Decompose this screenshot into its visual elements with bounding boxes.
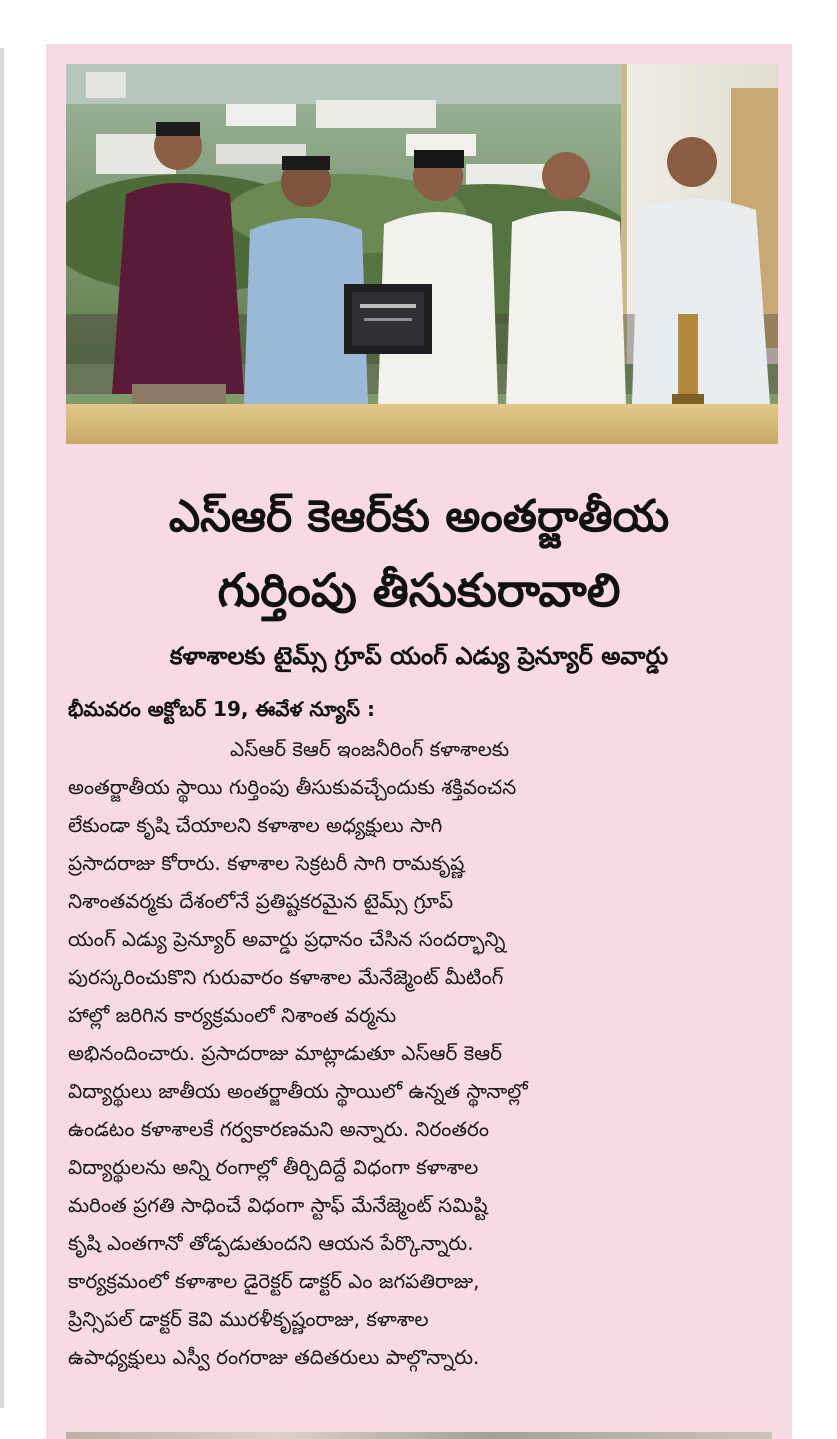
body-line: మరింత ప్రగతి సాధించే విధంగా స్టాఫ్ మేనేజ్మెంట్ సమిష్టి [68, 1193, 488, 1217]
page-edge-rule [0, 48, 4, 1408]
body-line: కార్యక్రమంలో కళాశాల డైరెక్టర్ డాక్టర్ ఎం జగపతిరాజు, [68, 1269, 480, 1293]
award-ceremony-photo [66, 64, 778, 444]
body-line: లేకుండా కృషి చేయాలని కళాశాల అధ్యక్షులు సాగి [68, 813, 443, 837]
body-line: విద్యార్థులు జాతీయ అంతర్జాతీయ స్థాయిలో ఉన్నత స్థానాల్లో [68, 1079, 528, 1103]
body-line: ఉపాధ్యక్షులు ఎస్వీ రంగరాజు తదితరులు పాల్గొన్నారు. [68, 1345, 480, 1369]
article-body [68, 730, 774, 1376]
body-line: కృషి ఎంతగానో తోడ్పడుతుందని ఆయన పేర్కొన్నారు. [68, 1231, 474, 1255]
body-line: హాల్లో జరిగిన కార్యక్రమంలో నిశాంత వర్మను [68, 1003, 397, 1027]
body-line: విద్యార్థులను అన్ని రంగాల్లో తీర్చిదిద్దే విధంగా కళాశాల [68, 1155, 479, 1179]
next-photo-edge [66, 1432, 772, 1439]
body-line: ప్రిన్సిపల్ డాక్టర్ కెవి మురళీకృష్ణంరాజు, కళాశాల [68, 1307, 429, 1331]
body-line: పురస్కరించుకొని గురువారం కళాశాల మేనేజ్మెంట్ మీటింగ్ [68, 965, 504, 989]
body-line: ప్రసాదరాజు కోరారు. కళాశాల సెక్రటరీ సాగి రామకృష్ణ [68, 851, 465, 875]
dateline: భీమవరం అక్టోబర్ 19, ఈవేళ న్యూస్ : [68, 697, 375, 721]
body-line: అంతర్జాతీయ స్థాయి గుర్తింపు తీసుకువచ్చేందుకు శక్తివంచన [68, 775, 517, 799]
headline-line-1: ఎస్ఆర్ కెఆర్‌కు అంతర్జాతీయ [168, 491, 670, 542]
body-line: అభినందించారు. ప్రసాదరాజు మాట్లాడుతూ ఎస్ఆర్ కెఆర్ [68, 1041, 502, 1065]
body-line: యంగ్ ఎడ్యు ప్రెన్యూర్ అవార్డు ప్రధానం చేసిన సందర్భాన్ని [68, 927, 506, 951]
newspaper-clipping [46, 44, 792, 1439]
body-line: ఉండటం కళాశాలకే గర్వకారణమని అన్నారు. నిరంతరం [68, 1117, 490, 1141]
headline-line-2: గుర్తింపు తీసుకురావాలి [217, 563, 621, 617]
body-line: నిశాంతవర్మకు దేశంలోనే ప్రతిష్టకరమైన టైమ్స్ గ్రూప్ [68, 889, 454, 913]
body-line: ఎస్ఆర్ కెఆర్ ఇంజనీరింగ్ కళాశాలకు [230, 737, 510, 761]
subheadline: కళాశాలకు టైమ్స్ గ్రూప్ యంగ్ ఎడ్యు ప్రెన్యూర్ అవార్డు [169, 642, 669, 670]
